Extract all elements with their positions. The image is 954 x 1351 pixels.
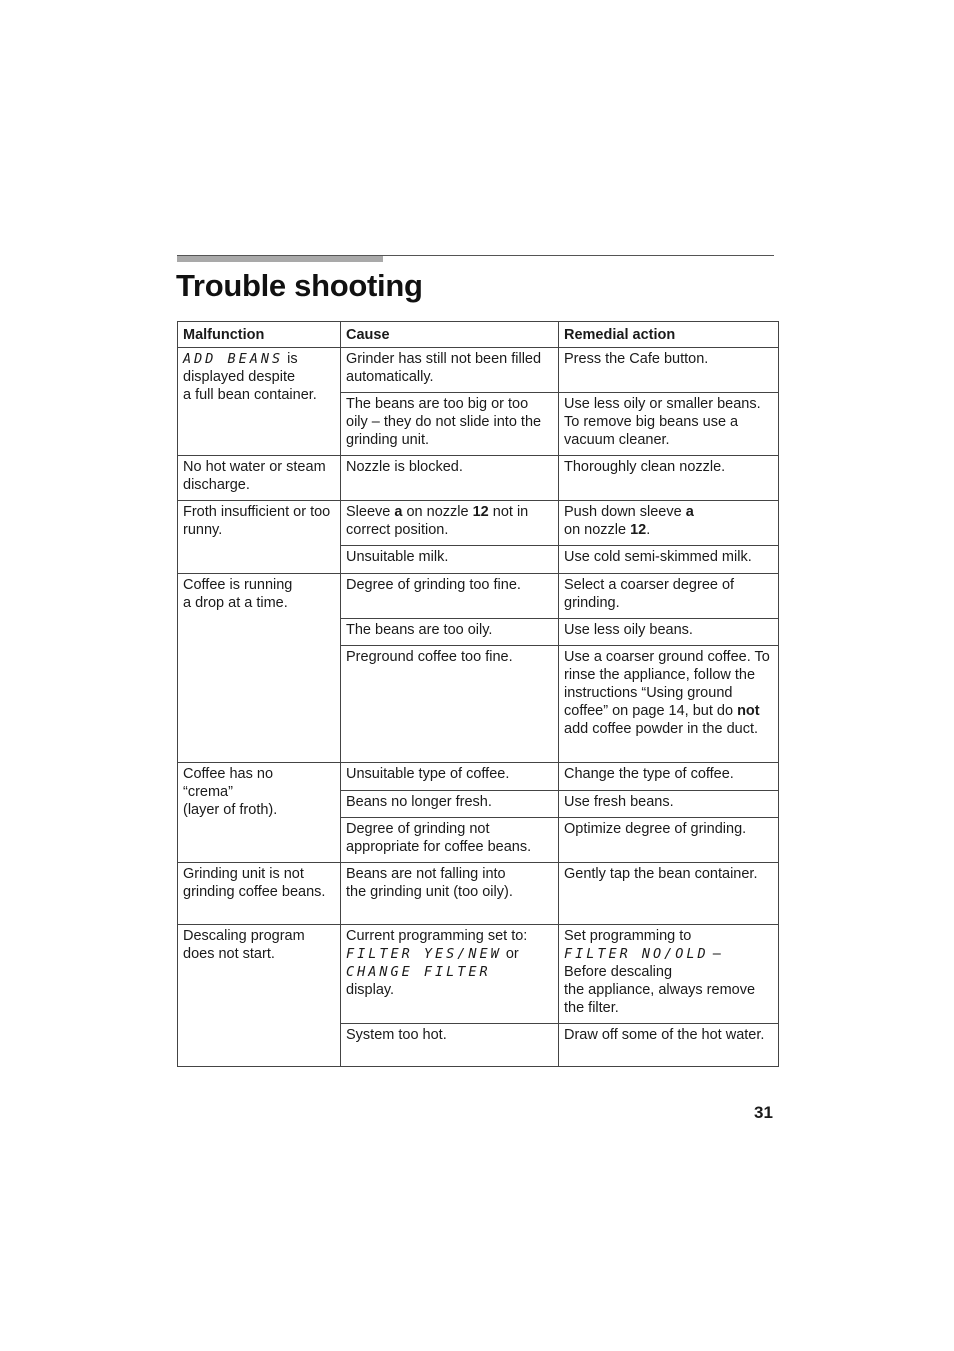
malfunction-cell <box>178 574 341 763</box>
malfunction-text: “crema” <box>183 784 233 800</box>
malfunction-text: a full bean container. <box>183 387 317 403</box>
header-malfunction: Malfunction <box>178 322 341 348</box>
cause-cell: Beans no longer fresh. <box>341 791 559 818</box>
remedy-text: Set programming to <box>564 928 692 944</box>
header-rule-accent <box>177 255 383 262</box>
cause-cell: System too hot. <box>341 1024 559 1067</box>
malfunction-cell <box>178 348 341 456</box>
table-row <box>178 574 779 619</box>
remedy-cell: Optimize degree of grinding. <box>559 818 779 863</box>
remedy-cell <box>559 348 779 393</box>
malfunction-cell: No hot water or steam discharge. <box>178 456 341 501</box>
cause-cell: Degree of grinding not appropriate for coffee beans. <box>341 818 559 863</box>
cause-cell: Unsuitable type of coffee. <box>341 763 559 791</box>
remedy-cell: Use cold semi-skimmed milk. <box>559 546 779 574</box>
cause-text: the grinding unit (too oily). <box>346 884 513 900</box>
remedy-cell: Use less oily or smaller beans. To remove big beans use a vacuum cleaner. <box>559 393 779 456</box>
table-row <box>178 348 779 393</box>
display-text: FILTER YES/NEW <box>346 946 502 962</box>
table-row <box>178 456 779 501</box>
malfunction-cell: Froth insufficient or too runny. <box>178 501 341 574</box>
remedy-cell: Use fresh beans. <box>559 791 779 818</box>
remedy-text: Press the <box>564 351 630 367</box>
cause-cell: Preground coffee too fine. <box>341 646 559 763</box>
cause-cell <box>341 925 559 1024</box>
cause-text: on nozzle <box>402 504 473 520</box>
cause-text: or <box>501 946 519 962</box>
cause-text: Sleeve <box>346 504 395 520</box>
table-row <box>178 763 779 791</box>
cause-cell: Degree of grinding too fine. <box>341 574 559 619</box>
cafe-button-label: Cafe <box>629 351 660 367</box>
remedy-cell: Change the type of coffee. <box>559 763 779 791</box>
remedy-cell <box>559 646 779 763</box>
cause-cell: The beans are too big or too oily – they do not slide into the grinding unit. <box>341 393 559 456</box>
page-title: Trouble shooting <box>176 268 423 303</box>
troubleshooting-table <box>177 321 779 1067</box>
remedy-cell: Thoroughly clean nozzle. <box>559 456 779 501</box>
remedy-bold: not <box>737 703 760 719</box>
remedy-text: on nozzle <box>564 522 631 538</box>
remedy-text: – <box>708 946 721 962</box>
remedy-bold: a <box>685 504 694 520</box>
remedy-text: Push down sleeve <box>564 504 686 520</box>
remedy-bold: 12 <box>630 522 647 538</box>
header-cause: Cause <box>341 322 559 348</box>
remedy-text: Use a coarser ground coffee. To rinse the appliance, follow the instructions “Using ground coffee” on page 14, but do <box>564 649 770 719</box>
display-text: ADD BEANS <box>183 351 284 367</box>
cause-cell: Grinder has still not been filled automatically. <box>341 348 559 393</box>
remedy-cell <box>559 925 779 1024</box>
cause-cell: Nozzle is blocked. <box>341 456 559 501</box>
display-text: CHANGE FILTER <box>346 964 491 980</box>
malfunction-cell: Descaling program does not start. <box>178 925 341 1067</box>
malfunction-text: displayed despite <box>183 369 296 385</box>
malfunction-text: is <box>283 351 298 367</box>
header-remedy: Remedial action <box>559 322 779 348</box>
page-number: 31 <box>754 1103 773 1122</box>
cause-text: Current programming set to: <box>346 928 528 944</box>
cause-bold: a <box>394 504 403 520</box>
cause-cell: Unsuitable milk. <box>341 546 559 574</box>
cause-cell <box>341 863 559 925</box>
table-row <box>178 863 779 925</box>
table-header-row <box>178 322 779 348</box>
malfunction-cell <box>178 763 341 863</box>
cause-cell <box>341 501 559 546</box>
remedy-cell <box>559 501 779 546</box>
remedy-cell: Use less oily beans. <box>559 619 779 646</box>
table-row <box>178 925 779 1024</box>
malfunction-text: (layer of froth). <box>183 802 278 818</box>
display-text: FILTER NO/OLD <box>564 946 709 962</box>
header-rule <box>177 255 774 256</box>
remedy-cell: Draw off some of the hot water. <box>559 1024 779 1067</box>
remedy-cell: Gently tap the bean container. <box>559 863 779 925</box>
cause-text: not in correct position. <box>346 504 529 538</box>
malfunction-cell: Grinding unit is not grinding coffee beans. <box>178 863 341 925</box>
cause-text: display. <box>346 982 395 998</box>
remedy-text: add coffee powder in the duct. <box>564 721 759 737</box>
remedy-text: . <box>646 522 651 538</box>
malfunction-text: Coffee is running <box>183 577 293 593</box>
remedy-text: Before descaling <box>564 964 673 980</box>
remedy-cell: Select a coarser degree of grinding. <box>559 574 779 619</box>
malfunction-text: Coffee has no <box>183 766 274 782</box>
cause-text: Beans are not falling into <box>346 866 506 882</box>
remedy-text: the appliance, always remove the filter. <box>564 982 756 1016</box>
remedy-text: button. <box>659 351 709 367</box>
cause-cell: The beans are too oily. <box>341 619 559 646</box>
cause-bold: 12 <box>472 504 489 520</box>
malfunction-text: a drop at a time. <box>183 595 288 611</box>
table-row <box>178 501 779 546</box>
